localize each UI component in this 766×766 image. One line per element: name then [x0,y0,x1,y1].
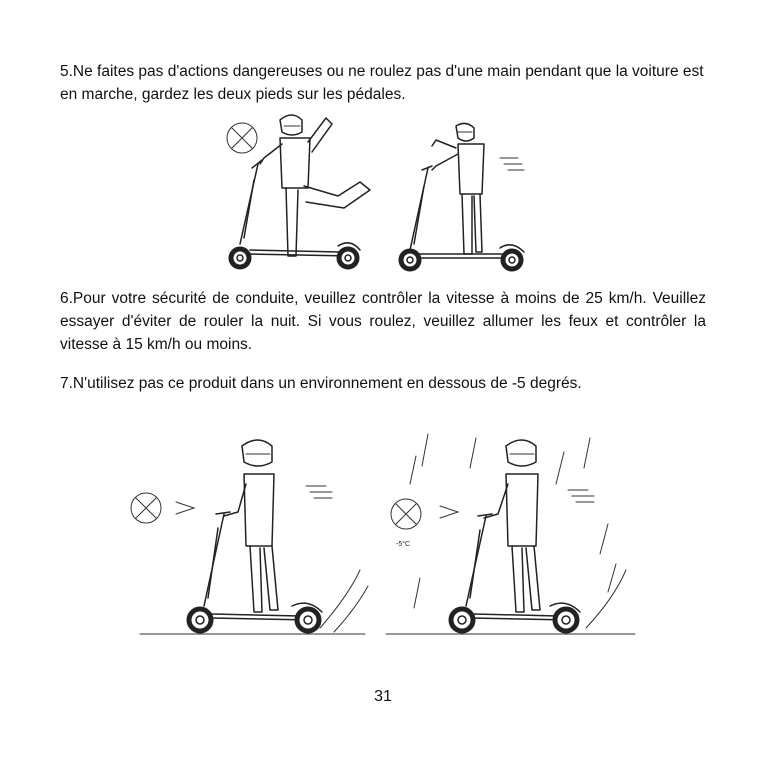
illustration-one-hand-riding [392,118,542,278]
prohibited-icon [131,493,161,523]
instruction-7: 7.N'utilisez pas ce produit dans un environnement en dessous de -5 degrés. [60,375,582,392]
temperature-label: -5°C [396,541,411,548]
illustration-rider-normal [120,428,370,638]
illustration-one-leg-riding [220,108,390,278]
illustration-rider-cold [380,428,640,638]
page-number: 31 [374,688,392,705]
prohibited-icon [227,123,257,153]
instruction-6: 6.Pour votre sécurité de conduite, veuillez contrôler la vitesse à moins de 25 km/h. Veuillez essayer d'éviter de rouler la nuit. Si vous roulez, veuillez allumer les feux et contrôler la vitesse à 15 km/h ou moins. [60,290,706,353]
instruction-5: 5.Ne faites pas d'actions dangereuses ou ne roulez pas d'une main pendant que la voiture est en marche, gardez les deux pieds sur les pédales. [60,63,704,103]
prohibited-icon [391,499,421,529]
